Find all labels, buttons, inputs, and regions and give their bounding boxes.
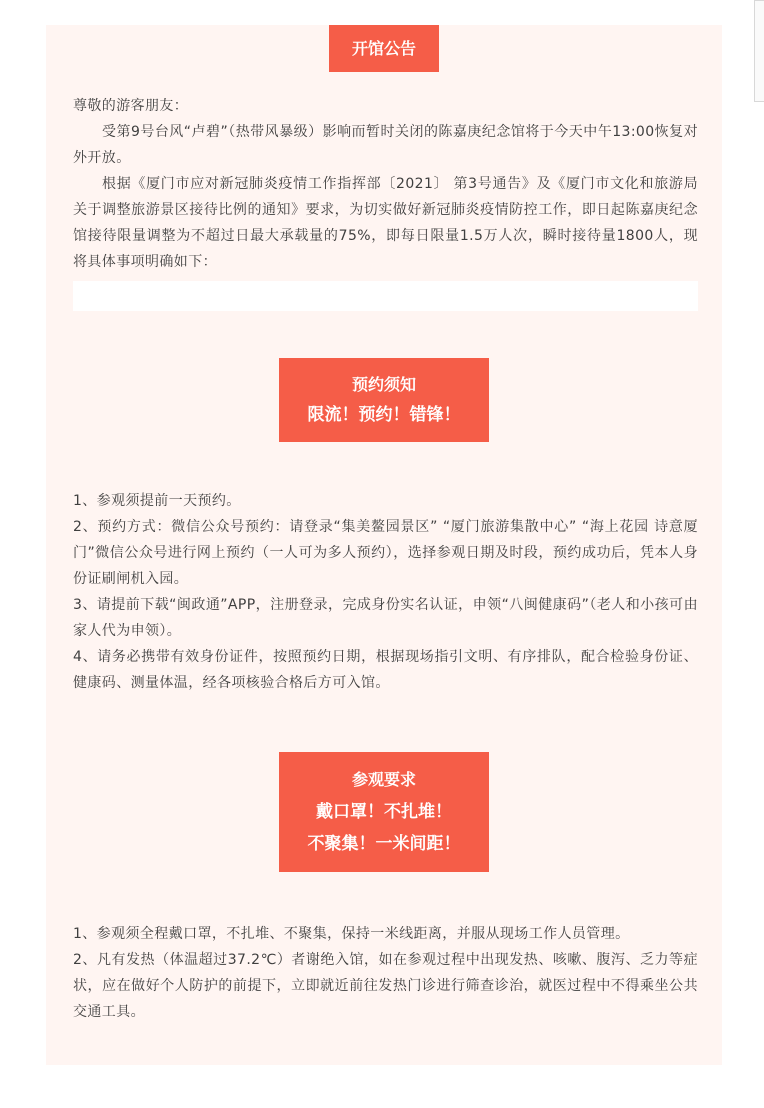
reservation-banner-title: 预约须知 bbox=[351, 375, 416, 394]
visit-item-1: 1、参观须全程戴口罩，不扎堆、不聚集，保持一米线距离，并服从现场工作人员管理。 bbox=[73, 926, 630, 942]
opening-banner-title: 开馆公告 bbox=[351, 39, 416, 58]
visit-banner-slogan-2: 不聚集！一米间距！ bbox=[307, 834, 461, 854]
visit-banner bbox=[279, 752, 489, 872]
reservation-banner-slogan: 限流！预约！错锋！ bbox=[307, 405, 461, 425]
reservation-item-2: 2、预约方式：微信公众号预约：请登录“集美鳌园景区” “厦门旅游集散中心” “海上花园 诗意厦门”微信公众号进行网上预约（一人可为多人预约），选择参观日期及时段，预约成功后，凭本人身份证刷闸机入园。 bbox=[73, 519, 698, 587]
visit-item-2: 2、凡有发热（体温超过37.2℃）者谢绝入馆，如在参观过程中出现发热、咳嗽、腹泻、乏力等症状，应在做好个人防护的前提下，立即就近前往发热门诊进行筛查诊治，就医过程中不得乘坐公共交通工具。 bbox=[73, 952, 698, 1020]
spacer-block bbox=[73, 281, 698, 311]
notice-paragraph-1: 受第9号台风“卢碧”（热带风暴级）影响而暂时关闭的陈嘉庚纪念馆将于今天中午13:00恢复对外开放。 bbox=[73, 124, 698, 166]
scrollbar-stub[interactable] bbox=[754, 0, 764, 102]
reservation-banner bbox=[279, 358, 489, 442]
greeting: 尊敬的游客朋友： bbox=[73, 98, 189, 114]
notice-paragraph-2: 根据《厦门市应对新冠肺炎疫情工作指挥部〔2021〕 第3号通告》及《厦门市文化和旅游局关于调整旅游景区接待比例的通知》要求，为切实做好新冠肺炎疫情防控工作，即日起陈嘉庚纪念馆接待限量调整为不超过日最大承载量的75%，即每日限量1.5万人次，瞬时接待量1800人，现将具体事项明确如下： bbox=[73, 176, 698, 270]
announcement-card bbox=[46, 25, 722, 1065]
opening-banner bbox=[329, 25, 439, 72]
reservation-item-3: 3、请提前下载“闽政通”APP，注册登录，完成身份实名认证，申领“八闽健康码”（老人和小孩可由家人代为申领）。 bbox=[73, 597, 698, 639]
reservation-item-4: 4、请务必携带有效身份证件，按照预约日期，根据现场指引文明、有序排队，配合检验身份证、健康码、测量体温，经各项核验合格后方可入馆。 bbox=[73, 649, 698, 691]
visit-banner-title: 参观要求 bbox=[351, 770, 416, 789]
visit-banner-slogan-1: 戴口罩！不扎堆！ bbox=[316, 802, 452, 822]
reservation-item-1: 1、参观须提前一天预约。 bbox=[73, 493, 241, 509]
